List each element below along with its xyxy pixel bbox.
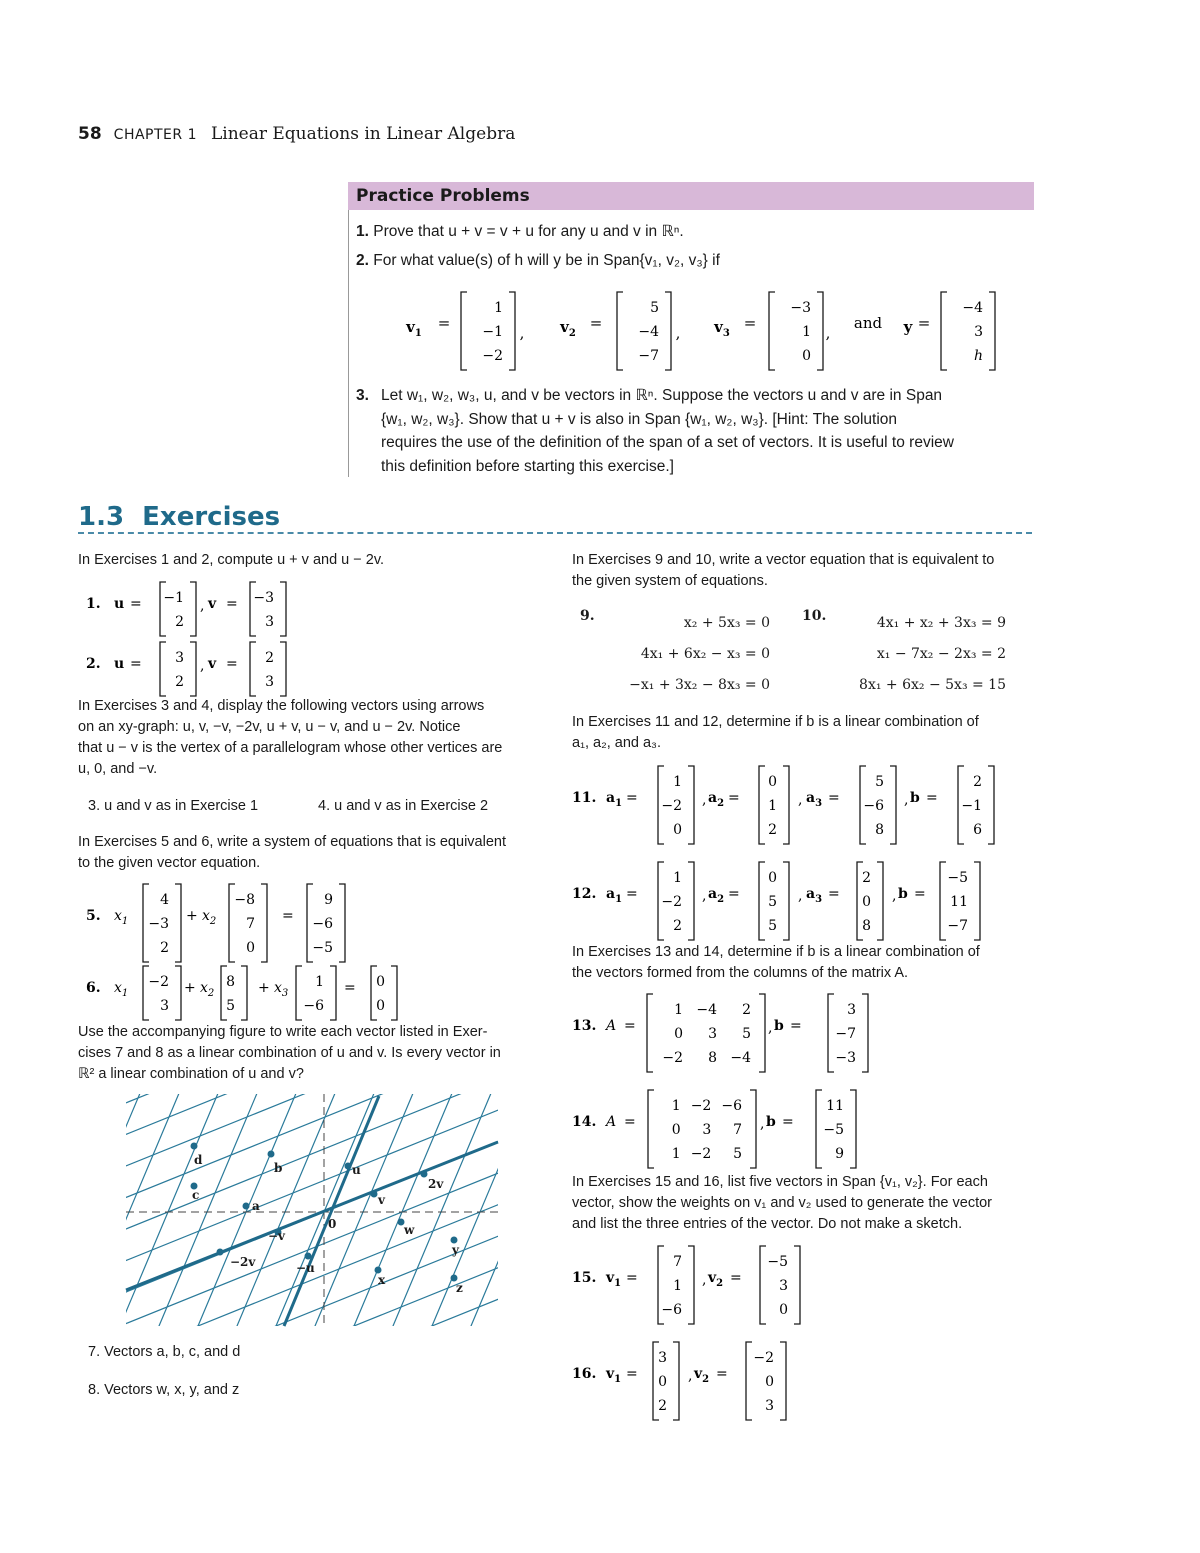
svg-text:2.: 2. [86, 656, 101, 672]
svg-text:x2: $x_2$ [200, 980, 215, 999]
matrix-entry: −5 [767, 1254, 788, 1270]
lattice-point [345, 1163, 352, 1170]
svg-text:b: b [898, 886, 908, 902]
svg-text:,: , [825, 324, 831, 342]
exercise-3: 3. u and v as in Exercise 1 [88, 798, 259, 814]
matrix-entry: 2 [973, 774, 982, 790]
lattice-point [421, 1171, 428, 1178]
vec-p2-v3 [769, 292, 823, 370]
matrix-entry: −1 [163, 590, 184, 606]
ex-10-system: 4x₁ + x₂ + 3x₃ = 9 x₁ − 7x₂ − 2x₃ = 2 8x₁ + 6x₂ − 5x₃ = 15 [859, 615, 1006, 693]
matrix-entry: 3 [265, 674, 274, 690]
vec-ex15-v1 [658, 1246, 694, 1324]
ex-9-system: x₂ + 5x₃ = 0 4x₁ + 6x₂ − x₃ = 0 −x₁ + 3x₂ − 8x₃ = 0 [629, 615, 770, 693]
matrix-entry: 1 [315, 974, 324, 990]
matrix-entry: 2 [742, 1002, 751, 1018]
ex-9-number: 9. [580, 608, 595, 624]
matrix-entry: 1 [671, 1098, 681, 1114]
point-label: c [192, 1188, 200, 1202]
matrix-entry: −2 [148, 974, 169, 990]
vec-p2-v2 [617, 292, 671, 370]
vec-ex16-v1 [653, 1342, 679, 1420]
point-label: v [378, 1193, 385, 1207]
vec-ex11-b [958, 766, 994, 844]
svg-text:a1: $a_1$ [606, 790, 623, 809]
and-label: and [853, 314, 883, 332]
matrix-entry: −3 [790, 300, 811, 316]
svg-text:=: = [828, 886, 840, 902]
svg-text:,: , [904, 792, 909, 808]
ex-15-16-equations [566, 1240, 1016, 1414]
lattice-point [191, 1143, 198, 1150]
svg-text:=: = [790, 1018, 802, 1034]
svg-text:,: , [200, 658, 205, 674]
svg-text:u: u [114, 656, 125, 672]
vec-ex1-u [160, 582, 196, 636]
matrix-entry: −2 [482, 348, 503, 364]
matrix-entry: 3 [658, 1350, 667, 1366]
matrix-entry: 5 [226, 998, 235, 1014]
matrix-entry: 2 [175, 614, 184, 630]
svg-text:,: , [760, 1116, 765, 1132]
matrix-entry: 0 [779, 1302, 788, 1318]
svg-text:,: , [798, 888, 803, 904]
svg-text:=: = [624, 1018, 636, 1034]
matrix-entry: 2 [658, 1398, 667, 1414]
svg-text:,: , [768, 1020, 773, 1036]
svg-text:1.: 1. [86, 596, 101, 612]
intro-ex-1-2: In Exercises 1 and 2, compute u + v and u − 2v. [78, 552, 385, 568]
matrix-entry: 1 [494, 300, 503, 316]
matrix-entry: 3 [175, 650, 184, 666]
matrix-entry: h [973, 348, 983, 364]
vec-ex12-a3 [857, 862, 883, 940]
running-header [78, 124, 515, 144]
matrix-entry: 0 [376, 974, 385, 990]
matrix-entry: −6 [721, 1098, 742, 1114]
matrix-entry: −2 [690, 1098, 712, 1114]
vec-p2-v1 [461, 292, 515, 370]
chapter-label: CHAPTER 1 [113, 127, 197, 143]
svg-text:=: = [226, 656, 238, 672]
chapter-title: Linear Equations in Linear Algebra [210, 124, 516, 144]
intro-ex-5-6: In Exercises 5 and 6, write a system of equations that is equivalent to the given vector equation. [78, 834, 506, 871]
svg-text:,: , [519, 324, 525, 342]
practice-problem-3: 3. Let w₁, w₂, w₃, u, and v be vectors in ℝⁿ. Suppose the vectors u and v are in Span {w₁, w₂, w₃}. Show that u + v is also in Span {w₁, w₂, w₃}. [Hint: The solution requires the use of the definition of the span of a set of vectors. It is useful to review this definition before starting this exercise.] [356, 384, 369, 408]
vec-ex2-u [160, 642, 196, 696]
svg-text:=: = [589, 314, 603, 332]
svg-text:=: = [226, 596, 238, 612]
vec-ex16-v2 [746, 1342, 786, 1420]
grid-line [0, 1022, 170, 1553]
svg-text:=: = [626, 886, 638, 902]
matrix-entry: −2 [753, 1350, 774, 1366]
svg-text:v3: $v_3$ [714, 318, 730, 339]
matrix-entry: 7 [733, 1122, 742, 1138]
svg-text:v1: $v_1$ [406, 318, 422, 339]
point-label: d [194, 1153, 203, 1167]
matrix-entry: 2 [673, 918, 682, 934]
exercise-8: 8. Vectors w, x, y, and z [88, 1382, 240, 1398]
matrix-entry: 6 [973, 822, 982, 838]
vec-ex11-a3 [860, 766, 896, 844]
svg-text:=: = [626, 790, 638, 806]
matrix-entry: 1 [673, 774, 682, 790]
matrix-entry: 5 [742, 1026, 751, 1042]
svg-text:v1: $v_1$ [606, 1270, 622, 1289]
matrix-entry: −4 [730, 1050, 751, 1066]
svg-text:A: A [606, 1114, 617, 1130]
matrix-entry: 9 [324, 892, 333, 908]
matrix-entry: 8 [708, 1050, 717, 1066]
svg-text:=: = [730, 1270, 742, 1286]
matrix-entry: −5 [823, 1122, 844, 1138]
matrix-entry: −7 [638, 348, 659, 364]
matrix-entry: −3 [148, 916, 169, 932]
svg-text:,: , [702, 1272, 707, 1288]
svg-text:v: v [208, 596, 217, 612]
svg-text:+: + [258, 980, 270, 996]
svg-text:v2: $v_2$ [694, 1366, 710, 1385]
vec-ex1-v [250, 582, 286, 636]
matrix-entry: 2 [862, 870, 871, 886]
svg-text:16.: 16. [572, 1366, 597, 1382]
grid-line [0, 1041, 123, 1553]
svg-text:=: = [716, 1366, 728, 1382]
svg-text:v1: $v_1$ [606, 1366, 622, 1385]
matrix-entry: −1 [482, 324, 503, 340]
svg-text:v2: $v_2$ [560, 318, 576, 339]
svg-text:=: = [914, 886, 926, 902]
intro-ex-9-10: In Exercises 9 and 10, write a vector equation that is equivalent to the given system of equations. [572, 552, 995, 589]
svg-text:=: = [828, 790, 840, 806]
vec-ex2-v [250, 642, 286, 696]
intro-ex-13-14: In Exercises 13 and 14, determine if b is a linear combination of the vectors formed from the columns of the matrix A. [572, 944, 980, 981]
matrix-entry: −2 [661, 894, 682, 910]
vec-ex6-d [371, 966, 397, 1020]
vec-ex11-a2 [759, 766, 789, 844]
point-label: w [404, 1223, 415, 1237]
ex-11-12-equations [566, 760, 1016, 934]
svg-text:11.: 11. [572, 790, 597, 806]
matrix-entry: 3 [265, 614, 274, 630]
svg-text:b: b [774, 1018, 784, 1034]
svg-text:=: = [626, 1270, 638, 1286]
ex-10-number: 10. [802, 608, 827, 624]
svg-text:x1: $x_1$ [114, 980, 129, 999]
svg-text:a3: $a_3$ [806, 790, 823, 809]
point-label: −2v [230, 1255, 256, 1269]
svg-text:,: , [702, 888, 707, 904]
matrix-entry: 2 [265, 650, 274, 666]
vec-ex6-b [221, 966, 247, 1020]
matrix-entry: 3 [702, 1122, 712, 1138]
intro-ex-3-4: In Exercises 3 and 4, display the following vectors using arrows on an xy-graph: u, v, −v, −2v, u + v, u − v, and u − 2v. Notice that u − v is the vertex of a parallelogram whose other vertices are u, 0, and −v. [78, 698, 503, 777]
matrix-entry: 4 [160, 892, 169, 908]
matrix-entry: 0 [765, 1374, 774, 1390]
matrix-entry: 3 [765, 1398, 774, 1414]
matrix-entry: 3 [847, 1002, 856, 1018]
point-label: −u [296, 1261, 315, 1275]
intro-ex-15-16: In Exercises 15 and 16, list five vectors in Span {v₁, v₂}. For each vector, show the weights on v₁ and v₂ used to generate the vector and list the three entries of the vector. Do not make a sketch. [572, 1174, 992, 1232]
matrix-entry: 0 [673, 822, 682, 838]
vec-ex11-a1 [658, 766, 694, 844]
matrix-entry: 5 [768, 918, 777, 934]
matrix-entry: −6 [303, 998, 324, 1014]
svg-text:x1: $x_1$ [114, 908, 129, 927]
point-label: z [456, 1281, 463, 1295]
mat-ex13-A [647, 994, 765, 1072]
matrix-entry: −5 [312, 940, 333, 956]
page-number: 58 [78, 124, 102, 144]
svg-text:u: u [114, 596, 125, 612]
lattice-point [217, 1249, 224, 1256]
matrix-entry: 1 [768, 798, 777, 814]
matrix-entry: −4 [638, 324, 659, 340]
matrix-entry: 2 [768, 822, 777, 838]
svg-text:+: + [184, 980, 196, 996]
svg-text:=: = [130, 596, 142, 612]
svg-text:x2: $x_2$ [202, 908, 217, 927]
matrix-entry: 11 [826, 1098, 844, 1114]
svg-text:=: = [626, 1366, 638, 1382]
svg-text:a1: $a_1$ [606, 886, 623, 905]
lattice-point [268, 1151, 275, 1158]
grid-line [0, 1060, 76, 1553]
matrix-entry: −6 [863, 798, 884, 814]
vec-ex6-c [296, 966, 336, 1020]
section-title: 1.3 Exercises [78, 502, 281, 532]
matrix-entry: 1 [673, 870, 682, 886]
vec-ex5-b [229, 884, 267, 962]
matrix-entry: 9 [835, 1146, 844, 1162]
point-label: a [252, 1199, 260, 1213]
matrix-entry: 1 [674, 1002, 683, 1018]
matrix-entry: 1 [802, 324, 811, 340]
vec-ex13-b [828, 994, 868, 1072]
practice-title: Practice Problems [356, 186, 530, 206]
lattice-figure [126, 1094, 498, 1326]
ex-5-6-equations [78, 880, 478, 1014]
svg-text:=: = [624, 1114, 636, 1130]
matrix-entry: −3 [253, 590, 274, 606]
svg-text:5.: 5. [86, 908, 101, 924]
point-label: −v [268, 1229, 286, 1243]
matrix-entry: 2 [175, 674, 184, 690]
point-label: 2v [428, 1177, 444, 1191]
matrix-entry: 5 [733, 1146, 742, 1162]
practice-problem-1: 1. Prove that u + v = v + u for any u and v in ℝⁿ. [356, 223, 684, 240]
svg-text:a2: $a_2$ [708, 790, 725, 809]
matrix-entry: 0 [376, 998, 385, 1014]
svg-text:a2: $a_2$ [708, 886, 725, 905]
svg-text:,: , [688, 1368, 693, 1384]
matrix-entry: −5 [947, 870, 968, 886]
matrix-entry: 0 [658, 1374, 667, 1390]
vec-ex14-b [816, 1090, 856, 1168]
svg-text:=: = [728, 790, 740, 806]
point-label: b [274, 1161, 283, 1175]
matrix-entry: −2 [662, 1050, 683, 1066]
svg-text:,: , [702, 792, 707, 808]
matrix-entry: 11 [950, 894, 968, 910]
svg-text:v2: $v_2$ [708, 1270, 724, 1289]
svg-text:,: , [675, 324, 681, 342]
matrix-entry: −7 [835, 1026, 856, 1042]
svg-text:13.: 13. [572, 1018, 597, 1034]
svg-text:=: = [437, 314, 451, 332]
matrix-entry: 3 [160, 998, 169, 1014]
matrix-entry: −2 [661, 798, 682, 814]
svg-text:=: = [282, 908, 294, 924]
matrix-entry: −2 [690, 1146, 712, 1162]
matrix-entry: 0 [862, 894, 871, 910]
vec-ex5-c [307, 884, 345, 962]
point-label: u [352, 1163, 361, 1177]
practice-problem-3-text: Let w₁, w₂, w₃, u, and v be vectors in ℝⁿ. Suppose the vectors u and v are in Span {w₁, w₂, w₃}. Show that u + v is also in Span {w₁, w₂, w₃}. [Hint: The solution requires the use of the definition of the span of a set of vectors. It is useful to review this definition before starting this exercise.] [381, 387, 954, 475]
matrix-entry: 0 [802, 348, 811, 364]
svg-text:,: , [200, 598, 205, 614]
matrix-entry: 5 [650, 300, 659, 316]
svg-text:=: = [130, 656, 142, 672]
matrix-entry: 5 [768, 894, 777, 910]
vec-ex12-b [940, 862, 980, 940]
svg-text:6.: 6. [86, 980, 101, 996]
matrix-entry: 8 [875, 822, 884, 838]
practice-2-vectors [400, 288, 1010, 364]
section-rule [78, 532, 1032, 534]
svg-text:15.: 15. [572, 1270, 597, 1286]
point-label: y [452, 1243, 459, 1257]
exercise-4: 4. u and v as in Exercise 2 [318, 798, 489, 814]
svg-text:=: = [344, 980, 356, 996]
svg-text:x3: $x_3$ [274, 980, 289, 999]
lattice-point [371, 1191, 378, 1198]
svg-text:=: = [743, 314, 757, 332]
svg-text:+: + [186, 908, 198, 924]
matrix-entry: 7 [673, 1254, 682, 1270]
matrix-entry: 3 [974, 324, 983, 340]
matrix-entry: 8 [226, 974, 235, 990]
practice-problem-2: 2. For what value(s) of h will y be in Span{v₁, v₂, v₃} if [356, 252, 720, 269]
matrix-entry: 1 [673, 1278, 682, 1294]
vec-ex12-a2 [759, 862, 789, 940]
matrix-entry: −1 [961, 798, 982, 814]
vec-ex15-v2 [760, 1246, 800, 1324]
svg-text:,: , [798, 792, 803, 808]
lattice-point [243, 1203, 250, 1210]
svg-text:12.: 12. [572, 886, 597, 902]
vec-ex5-a [143, 884, 181, 962]
svg-text:=: = [782, 1114, 794, 1130]
vec-ex12-a1 [658, 862, 694, 940]
svg-text:=: = [728, 886, 740, 902]
matrix-entry: 5 [875, 774, 884, 790]
matrix-entry: 0 [768, 774, 777, 790]
intro-ex-11-12: In Exercises 11 and 12, determine if b is a linear combination of a₁, a₂, and a₃. [572, 714, 979, 751]
point-label: 0 [328, 1217, 337, 1231]
intro-ex-7-8: Use the accompanying figure to write each vector listed in Exer- cises 7 and 8 as a linear combination of u and v. Is every vector in ℝ² a linear combination of u and v? [78, 1024, 501, 1082]
matrix-entry: 0 [674, 1026, 683, 1042]
svg-text:,: , [892, 888, 897, 904]
svg-text:A: A [606, 1018, 617, 1034]
matrix-entry: 8 [862, 918, 871, 934]
matrix-entry: 3 [708, 1026, 717, 1042]
matrix-entry: 3 [779, 1278, 788, 1294]
ex-1-2-equations [78, 578, 378, 690]
svg-text:14.: 14. [572, 1114, 597, 1130]
svg-text:=: = [917, 314, 931, 332]
point-label: x [378, 1273, 386, 1287]
matrix-entry: −8 [234, 892, 255, 908]
mat-ex14-A [648, 1090, 756, 1168]
svg-text:=: = [926, 790, 938, 806]
svg-text:y: y [903, 318, 913, 336]
grid-line [0, 1003, 217, 1553]
exercise-7: 7. Vectors a, b, c, and d [88, 1344, 241, 1360]
svg-text:b: b [910, 790, 920, 806]
matrix-entry: −3 [835, 1050, 856, 1066]
vec-ex6-a [143, 966, 181, 1020]
matrix-entry: 0 [768, 870, 777, 886]
matrix-entry: 1 [671, 1146, 681, 1162]
lattice-point [305, 1253, 312, 1260]
matrix-entry: −6 [661, 1302, 682, 1318]
matrix-entry: −6 [312, 916, 333, 932]
matrix-entry: 2 [160, 940, 169, 956]
svg-text:v: v [208, 656, 217, 672]
matrix-entry: −4 [962, 300, 983, 316]
matrix-entry: 0 [671, 1122, 681, 1138]
matrix-entry: 7 [246, 916, 255, 932]
u-line [284, 1096, 379, 1326]
svg-text:a3: $a_3$ [806, 886, 823, 905]
matrix-entry: 0 [246, 940, 255, 956]
vec-p2-y [941, 292, 995, 370]
matrix-entry: −4 [696, 1002, 717, 1018]
svg-text:b: b [766, 1114, 776, 1130]
ex-13-14-equations [566, 988, 1016, 1162]
matrix-entry: −7 [947, 918, 968, 934]
